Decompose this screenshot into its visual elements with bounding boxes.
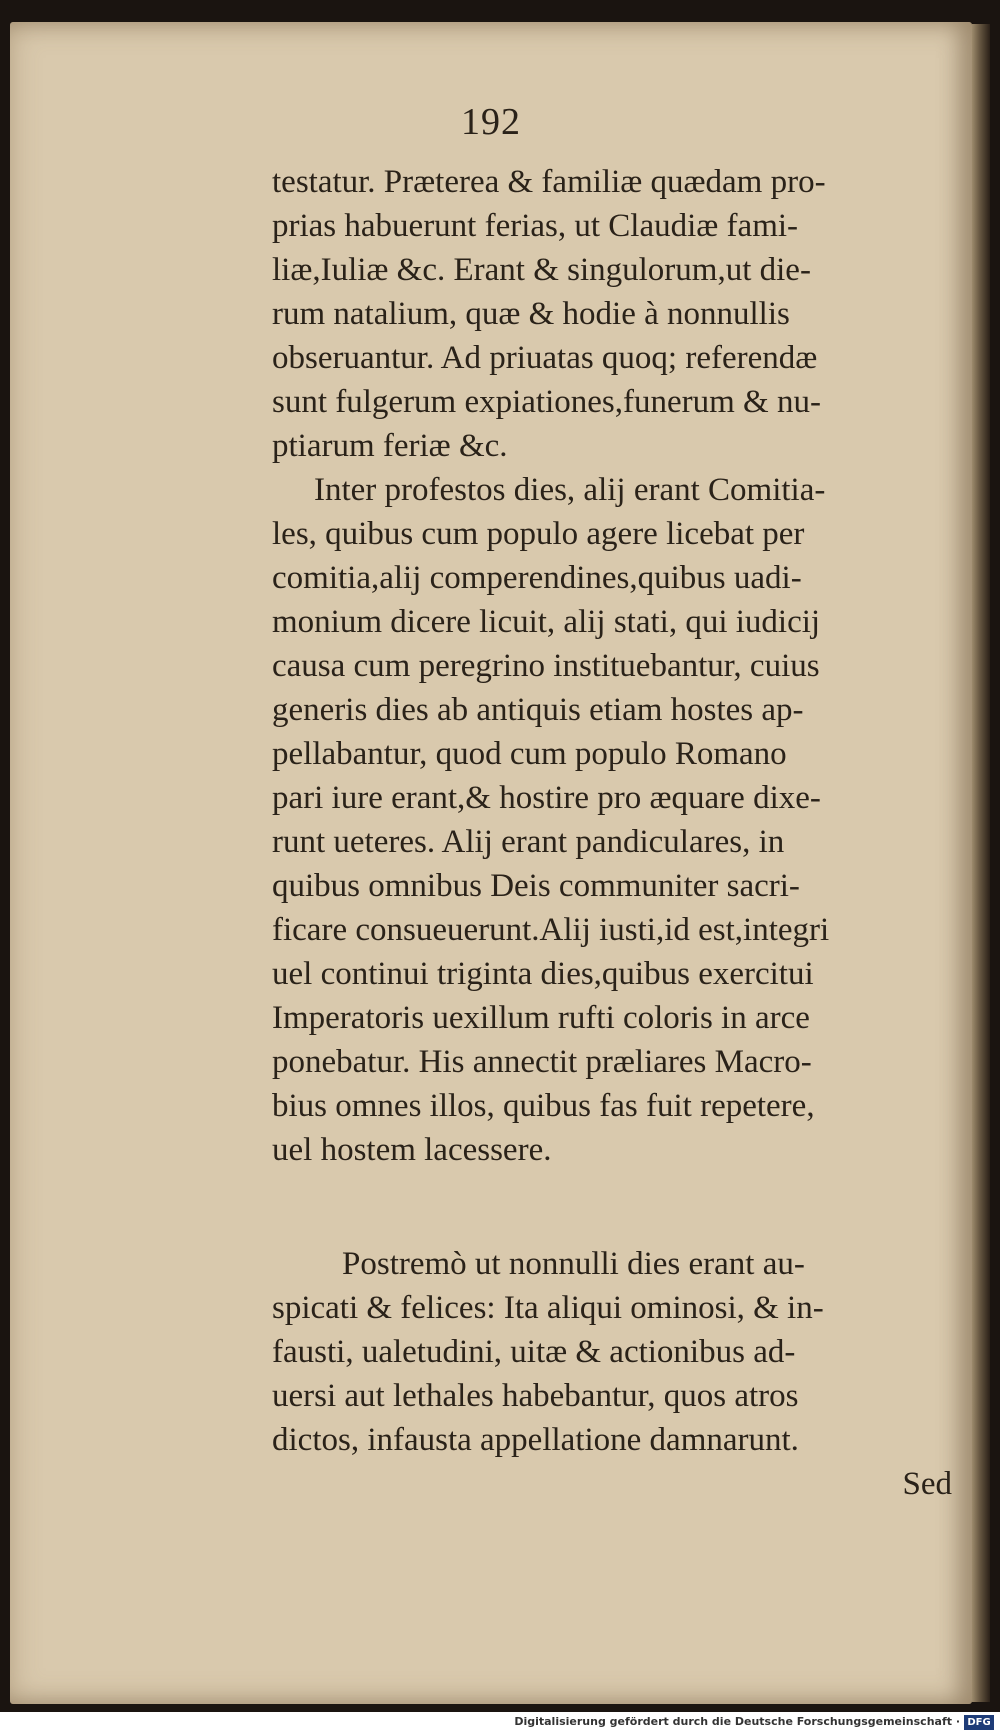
text-line: sunt fulgerum expiationes,funerum & nu- xyxy=(272,384,821,420)
page-edge xyxy=(972,24,990,1702)
text-line: monium dicere licuit, alij stati, qui iudicij xyxy=(272,604,821,640)
text-line: uersi aut lethales habebantur, quos atros xyxy=(272,1378,799,1414)
text-line: causa cum peregrino instituebantur, cuius xyxy=(272,648,820,684)
dfg-logo: DFG xyxy=(964,1715,994,1730)
text-line: pellabantur, quod cum populo Romano xyxy=(272,736,787,772)
funding-credit: Digitalisierung gefördert durch die Deutsche Forschungsgemeinschaft · xyxy=(514,1715,960,1728)
text-line: spicati & felices: Ita aliqui ominosi, & in- xyxy=(272,1290,824,1326)
text-line: prias habuerunt ferias, ut Claudiæ fami- xyxy=(272,208,799,244)
text-line: testatur. Præterea & familiæ quædam pro- xyxy=(272,164,826,200)
text-line: ponebatur. His annectit præliares Macro- xyxy=(272,1044,812,1080)
text-line: dictos, infausta appellatione damnarunt. xyxy=(272,1422,799,1458)
body-text xyxy=(272,160,952,1506)
text-line: runt ueteres. Alij erant pandiculares, in xyxy=(272,824,785,860)
text-line: quibus omnibus Deis communiter sacri- xyxy=(272,868,800,904)
text-line: pari iure erant,& hostire pro æquare dixe- xyxy=(272,780,821,816)
paragraph-gap xyxy=(272,1172,952,1242)
book-page xyxy=(10,22,972,1704)
text-line: Imperatoris uexillum rufti coloris in arce xyxy=(272,1000,810,1036)
footer-bar xyxy=(0,1712,1000,1733)
page-number: 192 xyxy=(461,101,521,143)
text-line: obseruantur. Ad priuatas quoq; referendæ xyxy=(272,340,818,376)
text-line: rum natalium, quæ & hodie à nonnullis xyxy=(272,296,790,332)
text-line: ptiarum feriæ &c. xyxy=(272,428,508,464)
text-line: ficare consueuerunt.Alij iusti,id est,integri xyxy=(272,912,830,948)
text-line: bius omnes illos, quibus fas fuit repetere, xyxy=(272,1088,815,1124)
text-line: uel hostem lacessere. xyxy=(272,1132,552,1168)
text-line: generis dies ab antiquis etiam hostes ap- xyxy=(272,692,804,728)
text-line: fausti, ualetudini, uitæ & actionibus ad- xyxy=(272,1334,796,1370)
text-line: Postremò ut nonnulli dies erant au- xyxy=(342,1246,805,1282)
text-line: Inter profestos dies, alij erant Comitia- xyxy=(314,472,826,508)
catchword: Sed xyxy=(902,1466,952,1502)
text-line: uel continui triginta dies,quibus exercitui xyxy=(272,956,814,992)
text-line: les, quibus cum populo agere licebat per xyxy=(272,516,805,552)
text-line: comitia,alij comperendines,quibus uadi- xyxy=(272,560,802,596)
text-line: liæ,Iuliæ &c. Erant & singulorum,ut die- xyxy=(272,252,811,288)
